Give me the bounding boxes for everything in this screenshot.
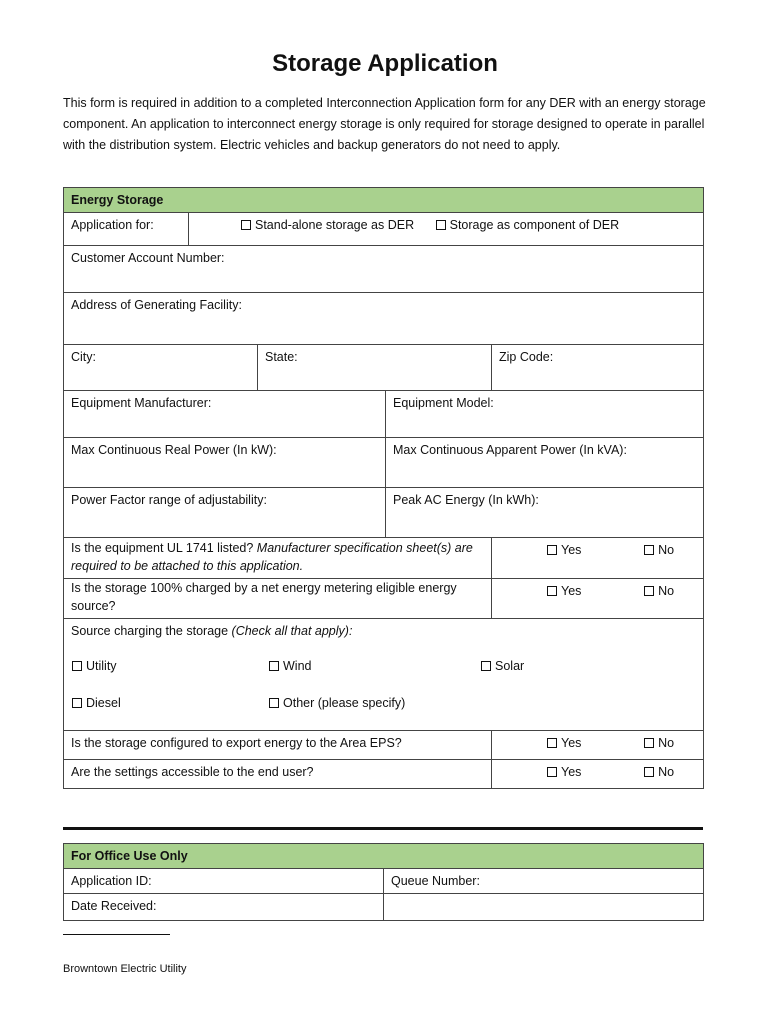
- checkbox-icon[interactable]: [547, 767, 557, 777]
- energy-storage-header: Energy Storage: [64, 188, 704, 213]
- component-option[interactable]: Storage as component of DER: [436, 216, 620, 234]
- page-title: Storage Application: [272, 50, 498, 77]
- settings-question: Are the settings accessible to the end user?: [64, 760, 492, 789]
- office-use-table: [63, 843, 704, 921]
- checkbox-icon[interactable]: [644, 586, 654, 596]
- export-question: Is the storage configured to export energy to the Area EPS?: [64, 731, 492, 760]
- source-other[interactable]: Other (please specify): [269, 694, 405, 712]
- zip-field[interactable]: Zip Code:: [492, 345, 704, 391]
- source-charging-cell: [64, 619, 704, 731]
- settings-yes[interactable]: Yes: [547, 763, 581, 781]
- charged-yes[interactable]: Yes: [547, 582, 581, 600]
- checkbox-icon[interactable]: [547, 545, 557, 555]
- source-solar[interactable]: Solar: [481, 657, 524, 675]
- ul-no[interactable]: No: [644, 541, 674, 559]
- power-factor-field[interactable]: Power Factor range of adjustability:: [64, 488, 386, 538]
- application-for-options: [189, 213, 704, 246]
- model-field[interactable]: Equipment Model:: [386, 391, 704, 438]
- export-no[interactable]: No: [644, 734, 674, 752]
- checkbox-icon[interactable]: [269, 698, 279, 708]
- checkbox-icon[interactable]: [269, 661, 279, 671]
- charged-question: Is the storage 100% charged by a net energy metering eligible energy source?: [64, 579, 492, 619]
- source-diesel[interactable]: Diesel: [72, 694, 121, 712]
- export-yes[interactable]: Yes: [547, 734, 581, 752]
- checkbox-icon[interactable]: [72, 661, 82, 671]
- checkbox-icon[interactable]: [547, 738, 557, 748]
- intro-paragraph: This form is required in addition to a completed Interconnection Application form for any DER with an energy storage component. An application to interconnect energy storage is only required for storage designed to operate in parallel with the distribution system. Electric vehicles and backup generators do not need to apply.: [63, 96, 706, 152]
- export-answer: [492, 731, 704, 760]
- section-divider: [63, 827, 703, 830]
- customer-account-field[interactable]: Customer Account Number:: [64, 246, 704, 293]
- checkbox-icon[interactable]: [644, 767, 654, 777]
- checkbox-icon[interactable]: [72, 698, 82, 708]
- source-utility[interactable]: Utility: [72, 657, 117, 675]
- source-charging-label: Source charging the storage (Check all that apply):: [71, 624, 353, 638]
- charged-no[interactable]: No: [644, 582, 674, 600]
- checkbox-icon[interactable]: [547, 586, 557, 596]
- application-for-label: Application for:: [64, 213, 189, 246]
- source-wind[interactable]: Wind: [269, 657, 311, 675]
- standalone-option[interactable]: Stand-alone storage as DER: [241, 216, 414, 234]
- ul-question: Is the equipment UL 1741 listed? Manufacturer specification sheet(s) are required to be attached to this application.: [64, 538, 492, 579]
- checkbox-icon[interactable]: [481, 661, 491, 671]
- energy-storage-table: [63, 187, 704, 789]
- checkbox-icon[interactable]: [644, 545, 654, 555]
- blank-office-cell: [384, 894, 704, 921]
- date-received-field[interactable]: Date Received:: [64, 894, 384, 921]
- checkbox-icon[interactable]: [241, 220, 251, 230]
- settings-no[interactable]: No: [644, 763, 674, 781]
- ul-yes[interactable]: Yes: [547, 541, 581, 559]
- queue-number-field[interactable]: Queue Number:: [384, 869, 704, 894]
- manufacturer-field[interactable]: Equipment Manufacturer:: [64, 391, 386, 438]
- city-field[interactable]: City:: [64, 345, 258, 391]
- peak-ac-energy-field[interactable]: Peak AC Energy (In kWh):: [386, 488, 704, 538]
- settings-answer: [492, 760, 704, 789]
- max-real-power-field[interactable]: Max Continuous Real Power (In kW):: [64, 438, 386, 488]
- max-apparent-power-field[interactable]: Max Continuous Apparent Power (In kVA):: [386, 438, 704, 488]
- footnote-divider: [63, 934, 170, 935]
- address-field[interactable]: Address of Generating Facility:: [64, 293, 704, 345]
- checkbox-icon[interactable]: [644, 738, 654, 748]
- checkbox-icon[interactable]: [436, 220, 446, 230]
- state-field[interactable]: State:: [258, 345, 492, 391]
- office-use-header: For Office Use Only: [64, 844, 704, 869]
- ul-answer: [492, 538, 704, 579]
- footer-text: Browntown Electric Utility: [63, 963, 187, 975]
- application-id-field[interactable]: Application ID:: [64, 869, 384, 894]
- charged-answer: [492, 579, 704, 619]
